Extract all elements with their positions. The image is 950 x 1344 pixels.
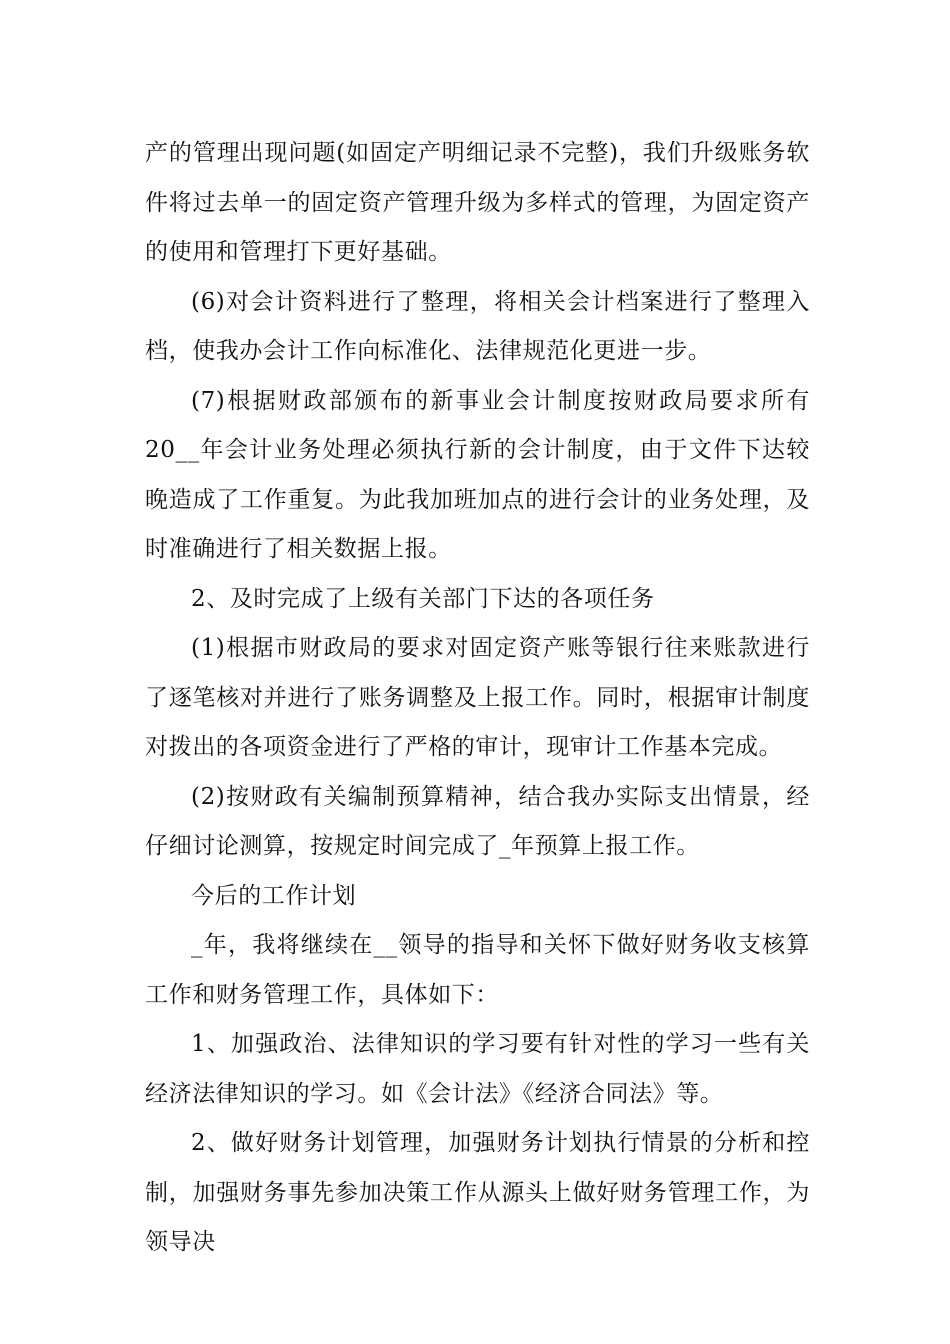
paragraph-plan-1: 1、加强政治、法律知识的学习要有针对性的学习一些有关经济法律知识的学习。如《会计法》《经济合同法》等。: [145, 1031, 810, 1107]
paragraph-fixed-asset-upgrade: 产的管理出现问题(如固定产明细记录不完整)，我们升级账务软件将过去单一的固定资产管理升级为多样式的管理，为固定资产的使用和管理打下更好基础。: [145, 140, 810, 265]
paragraph-item-6: (6)对会计资料进行了整理，将相关会计档案进行了整理入档，使我办会计工作向标准化、法律规范化更进一步。: [145, 288, 810, 364]
paragraph-task-1: (1)根据市财政局的要求对固定资产账等银行往来账款进行了逐笔核对并进行了账务调整及上报工作。同时，根据审计制度对拨出的各项资金进行了严格的审计，现审计工作基本完成。: [145, 635, 810, 760]
paragraph-task-2: (2)按财政有关编制预算精神，结合我办实际支出情景，经仔细讨论测算，按规定时间完成了_年预算上报工作。: [145, 783, 810, 859]
paragraph-plan-intro: _年，我将继续在__领导的指导和关怀下做好财务收支核算工作和财务管理工作，具体如下：: [145, 932, 810, 1008]
document-body: [145, 129, 810, 1268]
section-heading-plan: 今后的工作计划: [191, 882, 357, 909]
paragraph-item-7: (7)根据财政部颁布的新事业会计制度按财政局要求所有20__年会计业务处理必须执行新的会计制度，由于文件下达较晚造成了工作重复。为此我加班加点的进行会计的业务处理，及时准确进行了相关数据上报。: [145, 387, 810, 562]
section-heading-tasks: 2、及时完成了上级有关部门下达的各项任务: [191, 585, 655, 612]
paragraph-plan-2: 2、做好财务计划管理，加强财务计划执行情景的分析和控制，加强财务事先参加决策工作从源头上做好财务管理工作，为领导决: [145, 1130, 810, 1255]
